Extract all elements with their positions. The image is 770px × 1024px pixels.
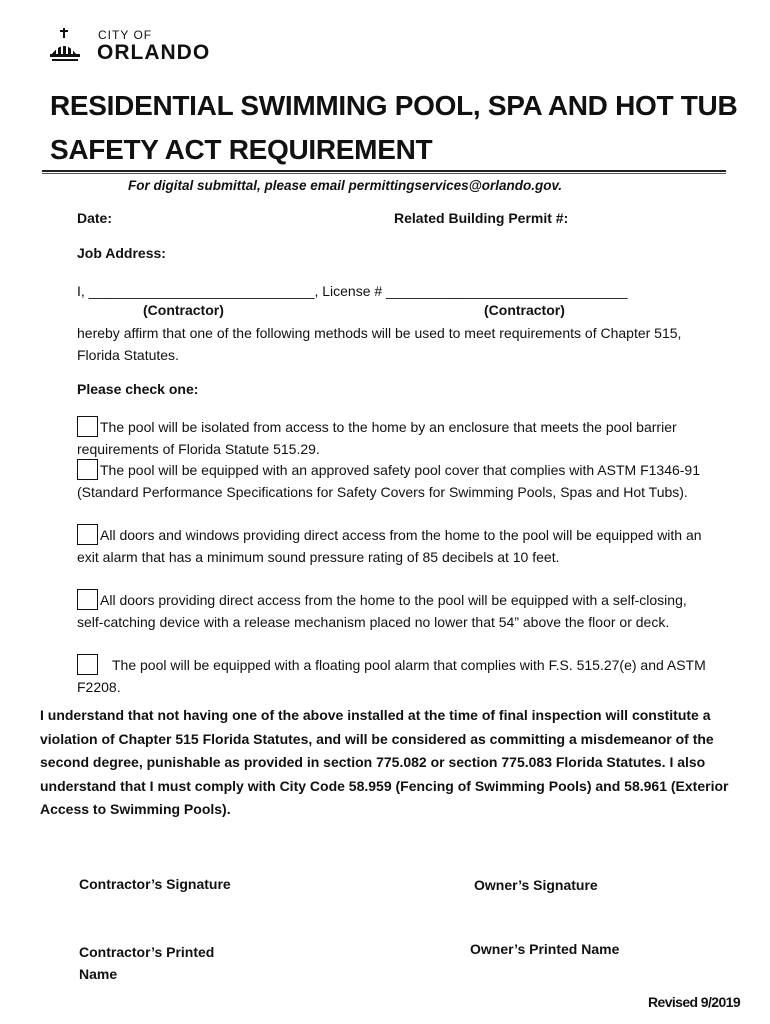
job-address-label: Job Address: xyxy=(77,245,166,261)
affirmation-text: hereby affirm that one of the following methods will be used to meet requirements of Chapter 515, Florida Statutes. xyxy=(77,325,682,363)
option-floating-alarm xyxy=(77,654,717,698)
contractor-caption-license: (Contractor) xyxy=(484,302,565,318)
title-divider-shadow xyxy=(42,173,726,174)
contractor-signature-label: Contractor’s Signature xyxy=(79,876,231,892)
understanding-statement: I understand that not having one of the above installed at the time of final inspection will constitute a violation of Chapter 515 Florida Statutes, and will be considered as committing a misdemeanor of the second degree, punishable as provided in section 775.082 or section 775.083 Florida Statutes. I also understand that I must comply with City Code 58.959 (Fencing of Swimming Pools) and 58.961 (Exterior Access to Swimming Pools). xyxy=(40,707,729,817)
logo-line-2: ORLANDO xyxy=(97,41,211,64)
contractor-printed-name-label: Contractor’s Printed Name xyxy=(79,944,215,982)
option-text: All doors providing direct access from the home to the pool will be equipped with a self-closing, self-catching device with a release mechanism placed no lower that 54” above the floor or deck. xyxy=(77,592,687,630)
city-hall-logo-icon xyxy=(50,26,94,64)
option-safety-cover xyxy=(77,459,717,503)
option-text: The pool will be isolated from access to the home by an enclosure that meets the pool barrier requirements of Florida Statute 515.29. xyxy=(77,419,677,457)
option-exit-alarm xyxy=(77,524,717,568)
option-text: All doors and windows providing direct access from the home to the pool will be equipped with an exit alarm that has a minimum sound pressure rating of 85 decibels at 10 feet. xyxy=(77,527,702,565)
checkbox-safety-cover[interactable] xyxy=(77,459,98,480)
date-label: Date: xyxy=(77,210,113,226)
digital-submittal-notice: For digital submittal, please email permittingservices@orlando.gov. xyxy=(128,178,563,193)
checkbox-floating-alarm[interactable] xyxy=(77,654,98,675)
revision-date: Revised 9/2019 xyxy=(648,994,741,1010)
owner-signature-label: Owner’s Signature xyxy=(474,877,598,893)
checkbox-enclosure[interactable] xyxy=(77,416,98,437)
city-of-orlando-logo xyxy=(50,26,220,66)
option-self-closing-device xyxy=(77,589,717,633)
option-enclosure xyxy=(77,416,717,460)
page-title: RESIDENTIAL SWIMMING POOL, SPA AND HOT TUB SAFETY ACT REQUIREMENT xyxy=(50,90,738,165)
title-divider xyxy=(42,170,726,172)
option-text: The pool will be equipped with an approved safety pool cover that complies with ASTM F1346-91 (Standard Performance Specifications for Safety Covers for Swimming Pools, Spas and Hot Tubs). xyxy=(77,462,701,500)
logo-line-1: CITY OF xyxy=(98,28,153,42)
checkbox-exit-alarm[interactable] xyxy=(77,524,98,545)
check-one-prompt: Please check one: xyxy=(77,381,199,397)
contractor-license-line: I, _____________________________, License # _______________________________ xyxy=(77,283,628,299)
option-text: The pool will be equipped with a floating pool alarm that complies with F.S. 515.27(e) and ASTM F2208. xyxy=(77,657,706,695)
owner-printed-name-label: Owner’s Printed Name xyxy=(470,941,620,957)
related-permit-label: Related Building Permit #: xyxy=(394,210,569,226)
checkbox-self-closing-device[interactable] xyxy=(77,589,98,610)
contractor-caption-name: (Contractor) xyxy=(143,302,224,318)
